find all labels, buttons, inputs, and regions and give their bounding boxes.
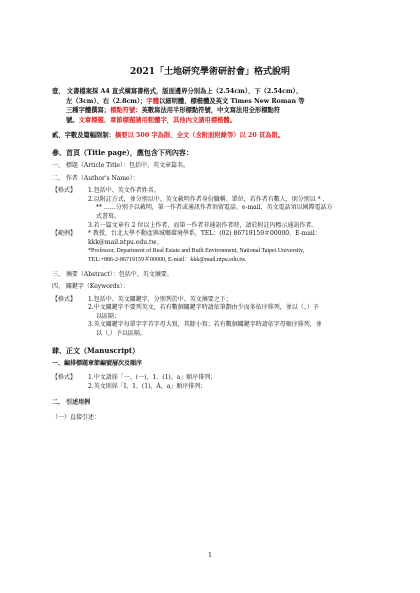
- document-title: 2021「土地研究學術研討會」格式說明: [129, 67, 291, 77]
- section-1-text-2b: 以細明體、標楷體及英文 Times New Roman 等: [159, 97, 305, 105]
- section-3-text: 首頁（Title page），應包含下列內容：: [66, 147, 193, 157]
- section-1-line-4: [52, 116, 368, 126]
- item-heading-order: 一、編排標題章節編號層次及順序: [52, 359, 143, 367]
- format-2-line-3a: 3.英文關鍵字每單字字首字母大寫，其餘小寫；若有數個關鍵字時請依字母順序排列，並: [88, 321, 322, 329]
- format-3-row-1: [52, 374, 368, 383]
- section-2-line: [52, 131, 368, 141]
- format-1-row-1: [52, 187, 368, 196]
- section-1-text-4: 號。: [66, 116, 79, 124]
- format-2-line-1: 1.包括中、英文關鍵字，分別列於中、英文摘要之下；: [88, 295, 232, 303]
- format-block-2: [52, 296, 368, 339]
- section-1: [52, 87, 368, 125]
- format-3-line-1: 1.中文請採「一、(一)、1、(1)、a」順序排列；: [88, 374, 217, 382]
- section-1-label: 壹、: [52, 88, 65, 95]
- section-1-text-1: 文書檔案採 A4 直式橫寫書格式，版面邊界分別為上（2.54cm）、下（2.54cm）、: [66, 88, 303, 95]
- format-1-line-2b: ** ……分別予以載明，第一作者或通訊作者須留電話、e-mail、英文電話須以國際電話方: [96, 204, 333, 212]
- example-label: 【範例】: [52, 230, 77, 238]
- section-4-heading: [52, 345, 368, 356]
- example-line-4: TEL:+886-2-86719159＃00000, E-mail：kkk@mail.ntpu.edu.tw.: [88, 256, 247, 263]
- section-3: [52, 147, 368, 339]
- format-2-row-1: [52, 296, 368, 305]
- section-1-text-2: 左（3cm）、右（2.8cm）；: [66, 97, 147, 105]
- example-row-1: [52, 230, 368, 239]
- section-4-text: 正文（Manuscript）: [66, 345, 140, 355]
- item-keywords: 四、 關鍵字（Keywords）：: [52, 283, 129, 291]
- format-2-line-2b: 以區隔；: [96, 312, 121, 320]
- section-3-label: 參、: [52, 147, 66, 157]
- format-3-line-2: 2.英文則採「Ⅰ、1、(1)、A、a」順序排列；: [88, 382, 207, 390]
- example-line-2: kkk@mail.ntpu.edu.tw。: [88, 238, 163, 246]
- format-1-line-2c: 式書寫。: [96, 212, 121, 220]
- section-2-label: 貳、: [52, 132, 65, 140]
- format-1-line-3: 3.若一篇文章有 2 位以上作者，而第一作者非通訊作者時，請於附註內標示通訊作者。: [88, 221, 318, 229]
- section-1-red-font: 字體: [146, 97, 159, 105]
- format-3-label: 【格式】: [52, 374, 77, 382]
- section-1-line-2: [52, 97, 368, 107]
- format-1-line-2a: 2.以附註方式，並分別以中、英文載明作者身份職稱、單位，若作者有數人，則分別以 * 、: [88, 195, 329, 203]
- example-block: [52, 230, 368, 264]
- section-1-red-titles: 文章標題、章節標題請用粗體字，其他內文請用標楷體。: [78, 116, 237, 124]
- section-1-text-3: 三種字體撰寫；: [66, 107, 111, 115]
- section-1-text-3b: ：英數寫法用半形標點符號，中文寫法用全形標點符: [135, 107, 281, 115]
- section-3-heading: [52, 147, 368, 158]
- format-1-label: 【格式】: [52, 187, 77, 195]
- section-2: [52, 131, 368, 141]
- item-author: 二、 作者（Author's Name）：: [52, 174, 139, 182]
- format-2-label: 【格式】: [52, 295, 77, 303]
- section-2-red: 摘要以 500 字為限、全文（含附面附錄等）以 20 頁為限。: [114, 132, 285, 140]
- example-line-1: * 教授，台北大學不動產與城鄉環境學系，TEL：(02) 86719159＃00000，E-mail：: [88, 230, 321, 238]
- section-2-text: 字數及篇幅限制：: [64, 132, 115, 140]
- section-4-label: 肆、: [52, 345, 66, 355]
- item-direct-quote: （一）直接引述：: [52, 414, 101, 422]
- item-citation: 二、 引述用例: [52, 399, 91, 407]
- item-title: 一、 標題（Article Title）：包括中、英文章篇名。: [52, 161, 189, 169]
- section-1-red-punct: 標點符號: [110, 107, 136, 115]
- format-block-1: [52, 187, 368, 230]
- item-abstract: 三、 摘要（Abstract）：包括中、英文摘要。: [52, 270, 173, 278]
- section-1-line-3: [52, 106, 368, 116]
- format-2-line-3b: 以（,）予以區隔。: [96, 330, 146, 338]
- page-number: 1: [208, 552, 212, 559]
- section-1-line-1: [52, 87, 368, 97]
- example-line-3: *Professor, Department of Real Estate and Built Environment, National Taipei University,: [88, 248, 305, 255]
- section-4: [52, 345, 368, 423]
- format-2-line-2a: 2.中文關鍵字不要列英文，若有數個關鍵字時請依筆劃由少而多依序排列，並以（、）予: [88, 304, 319, 312]
- format-block-3: [52, 374, 368, 391]
- format-1-line-1: 1.包括中、英文作者姓名。: [88, 187, 160, 195]
